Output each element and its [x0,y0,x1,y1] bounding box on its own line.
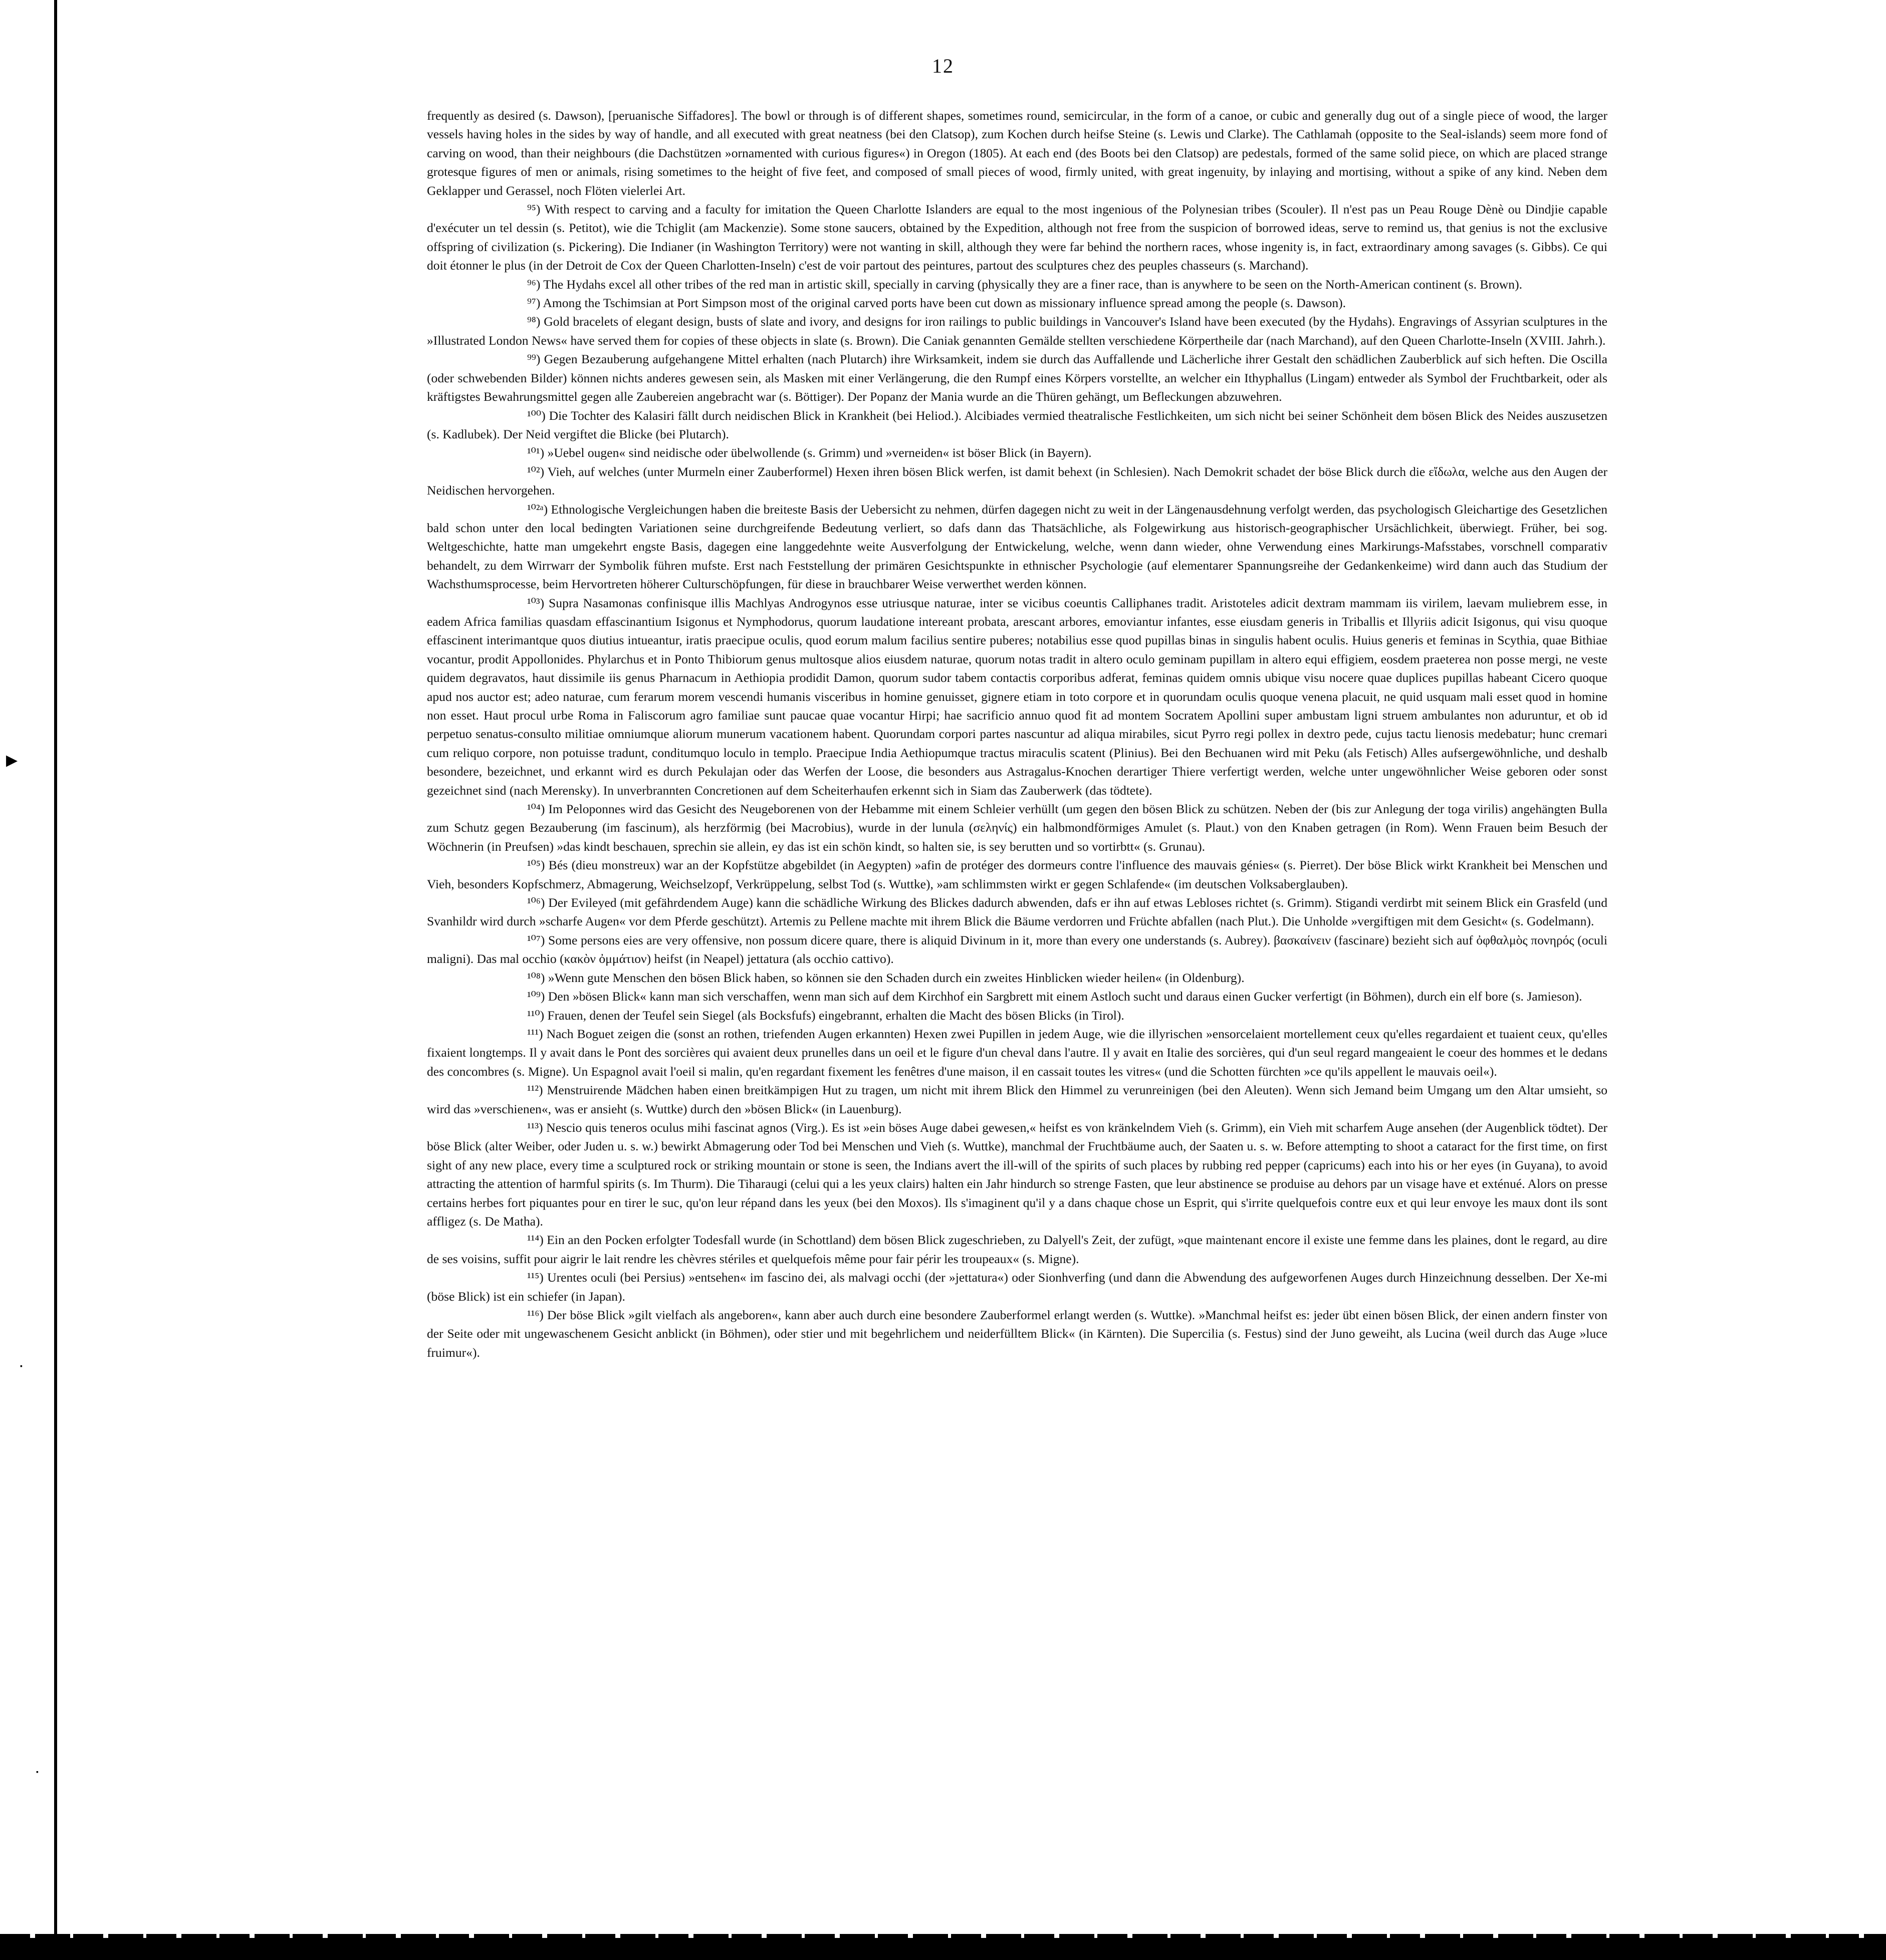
footnote-115: ¹¹⁵) Urentes oculi (bei Persius) »entsehen« im fascino dei, als malvagi occhi (der »jettatura«) oder Sionhverfing (und dann die Abwendung des aufgeworfenen Auges durch Hinzeichnung desselben. Der Xe-mi (böse Blick) ist ein schiefer (in Japan). [427,1270,1607,1304]
scan-border-bottom [0,1938,1886,1960]
footnote-95: ⁹⁵) With respect to carving and a faculty for imitation the Queen Charlotte Islanders are equal to the most ingenious of the Polynesian tribes (Scouler). Il n'est pas un Peau Rouge Dènè ou Dindjie capable d'exécuter un tel dessin (s. Petitot), wie die Tchiglit (am Mackenzie). Some stone saucers, obtained by the Expedition, although not free from the suspicion of borrowed ideas, serve to remind us, that genius is not the exclusive offspring of civilization (s. Pickering). Die Indianer (in Washington Territory) were not wanting in skill, although they were far behind the northern races, whose ingenity is, in fact, extraordinary among savages (s. Gibbs). Ce qui doit étonner le plus (in der Detroit de Cox der Queen Charlotten-Inseln) c'est de voir partout des peintures, partout des sculptures chez des peuples chasseurs (s. Marchand). [427,202,1607,273]
footnote-97: ⁹⁷) Among the Tschimsian at Port Simpson most of the original carved ports have been cut down as missionary influence spread among the people (s. Dawson). [527,296,1346,311]
footnote-113: ¹¹³) Nescio quis teneros oculus mihi fascinat agnos (Virg.). Es ist »ein böses Auge dabei gewesen,« heifst es von kränkelndem Vieh (s. Grimm), ein Vieh mit scharfem Auge ansehen (der Augenblick tödtet). Der böse Blick (alter Weiber, oder Juden u. s. w.) bewirkt Abmagerung oder Tod bei Menschen und Vieh (s. Wuttke), manchmal der Fruchtbäume auch, der Saaten u. s. w. Before attempting to shoot a cataract for the first time, on first sight of any new place, every time a sculptured rock or striking mountain or stone is seen, the Indians avert the ill-will of the spirits of such places by rubbing red pepper (capricums) each into his or her eyes (in Guyana), to avoid attracting the attention of harmful spirits (s. Im Thurm). Die Tiharaugi (celui qui a les yeux clairs) halten ein Jahr hindurch so strenge Fasten, que leur abstinence se produise au dehors par un visage have et exténué. Alors on presse certains herbes fort piquantes pour en tirer le suc, qu'on leur répand dans les yeux (bei den Moxos). Ils s'imaginent qu'il y a dans chaque chose un Esprit, qui s'irrite quelquefois contre eux et qui leur envoye les maux dont ils sont affligez (s. De Matha). [427,1120,1607,1229]
margin-arrow-mark: ▶ [6,752,18,769]
footnote-101: ¹⁰¹) »Uebel ougen« sind neidische oder übelwollende (s. Grimm) und »verneiden« ist böser Blick (in Bayern). [527,445,1092,460]
footnote-text-block [427,106,1607,1362]
footnote-111: ¹¹¹) Nach Boguet zeigen die (sonst an rothen, triefenden Augen erkannten) Hexen zwei Pupillen in jedem Auge, wie die illyrischen »ensorcelaient mortellement ceux qu'elles regardaient et tuaient ceux, qu'elles fixaient longtemps. Il y avait dans le Pont des sorcières qui avaient deux prunelles dans un oeil et le figure d'un cheval dans l'autre. Il y avait en Italie des sorcières, qui d'un seul regard mangeaient le coeur des hommes et le dedans des concombres (s. Migne). Un Espagnol avait l'oeil si malin, qu'en regardant fixement les fenêtres d'une maison, il en cassait toutes les vitres« (und die Schotten fürchten »ce qu'ils appellent le mauvais oeil«). [427,1026,1607,1079]
footnote-114: ¹¹⁴) Ein an den Pocken erfolgter Todesfall wurde (in Schottland) dem bösen Blick zugeschrieben, zu Dalyell's Zeit, der zufügt, »que maintenant encore il existe une femme dans les plaines, dont le regard, au dire de ses voisins, suffit pour aigrir le lait rendre les chèvres stériles et quelquefois même pour fair périr les troupeaux« (s. Migne). [427,1233,1607,1266]
footnote-99: ⁹⁹) Gegen Bezauberung aufgehangene Mittel erhalten (nach Plutarch) ihre Wirksamkeit, indem sie durch das Auffallende und Lächerliche ihrer Gestalt den schädlichen Zauberblick auf sich heften. Die Oscilla (oder schwebenden Bilder) können nichts anderes gewesen sein, als Masken mit einer Verlängerung, die den Rumpf eines Körpers vorstellte, an welcher ein Ithyphallus (Lingam) entweder als Symbol der Fruchtbarkeit, oder als kräftigstes Bewahrungsmittel gegen alle Zaubereien angebracht war (s. Böttiger). Der Popanz der Mania wurde an die Thüren gehängt, um Befleckungen abzuwehren. [427,352,1607,404]
footnote-98: ⁹⁸) Gold bracelets of elegant design, busts of slate and ivory, and designs for iron railings to public buildings in Vancouver's Island have been executed (by the Hydahs). Engravings of Assyrian sculptures in the »Illustrated London News« have served them for copies of these objects in slate (s. Brown). Die Caniak genannten Gemälde stellten verschiedene Körpertheile dar (nach Marchand), auf den Queen Charlotte-Inseln (XVIII. Jahrh.). [427,314,1607,348]
margin-dot-mark: ▪ [36,1769,39,1776]
paragraph-continuation: frequently as desired (s. Dawson), [peruanische Siffadores]. The bowl or through is of different shapes, sometimes round, semicircular, in the form of a canoe, or cubic and generally dug out of a single piece of wood, the larger vessels having holes in the sides by way of handle, and all executed with great neatness (bei den Clatsop), zum Kochen durch heifse Steine (s. Lewis und Clarke). The Cathlamah (opposite to the Seal-islands) seem more fond of carving on wood, than their neighbours (die Dachstützen »ornamented with curious figures«) in Oregon (1805). At each end (des Boots bei den Clatsop) are pedestals, formed of the same solid piece, on which are placed strange grotesque figures of men or animals, rising sometimes to the height of five feet, and composed of small pieces of wood, firmly united, with great ingenuity, by inlaying and mortising, without a spike of any kind. Neben dem Geklapper und Gerassel, noch Flöten vielerlei Art. [427,108,1607,198]
footnote-108: ¹⁰⁸) »Wenn gute Menschen den bösen Blick haben, so können sie den Schaden durch ein zweites Hinblicken wieder heilen« (in Oldenburg). [527,970,1245,985]
footnote-105: ¹⁰⁵) Bés (dieu monstreux) war an der Kopfstütze abgebildet (in Aegypten) »afin de protéger des dormeurs contre l'influence des mauvais génies« (s. Pierret). Der böse Blick wirkt Krankheit bei Menschen und Vieh, besonders Kopfschmerz, Abmagerung, Weichselzopf, Verkrüppelung, selbst Tod (s. Wuttke), »am schlimmsten wirkt er gegen Schlafende« (im deutschen Volksaberglauben). [427,858,1607,891]
footnote-100: ¹⁰⁰) Die Tochter des Kalasiri fällt durch neidischen Blick in Krankheit (bei Heliod.). Alcibiades vermied theatralische Festlichkeiten, um sich nicht bei seiner Schönheit dem bösen Blick des Neides auszusetzen (s. Kadlubek). Der Neid vergiftet die Blicke (bei Plutarch). [427,408,1607,441]
footnote-102a: ¹⁰²ᵃ) Ethnologische Vergleichungen haben die breiteste Basis der Uebersicht zu nehmen, dürfen dagegen nicht zu weit in der Längenausdehnung verfolgt werden, das psychologisch Gleichartige des Gesetzlichen bald schon unter den local bedingten Variationen seine durchgreifende Bedeutung verliert, so dafs dann das Thatsächliche, als Folgewirkung aus historisch-geographischer Ursächlichkeit, überwiegt. Früher, bei sog. Weltgeschichte, hatte man umgekehrt engste Basis, dagegen eine langgedehnte weite Ausverfolgung der Entwickelung, welche, wenn dann wieder, ohne Verwendung eines Markirungs-Mafsstabes, vorschnell comparativ behandelt, zu dem Wirrwarr der Symbolik führen mufste. Erst nach Feststellung der primären Gesichtspunkte in ethnischer Psychologie (auf elementarer Spannungsreihe der Gedankenkeime) wird dann auch das Studium der Wachsthumsprocesse, beim Hervortreten höherer Culturschöpfungen, für diese in brauchbarer Weise verwerthet werden können. [427,502,1607,592]
footnote-104: ¹⁰⁴) Im Peloponnes wird das Gesicht des Neugeborenen von der Hebamme mit einem Schleier verhüllt (um gegen den bösen Blick zu schützen. Neben der (bis zur Anlegung der toga virilis) angehängten Bulla zum Schutz gegen Bezauberung (im fascinum), als herzförmig (bei Macrobius), wurde in der lunula (σεληνίς) ein halbmondförmiges Amulet (s. Plaut.) von den Knaben getragen (in Rom). Wenn Frauen beim Besuch der Wöchnerin (in Preufsen) »das kindt beschauen, sprechin sie allein, ey das ist ein schön kindt, so halten sie, is sey berutten und so vortirbtt« (s. Grunau). [427,802,1607,854]
page-number: 12 [932,55,954,77]
footnote-107: ¹⁰⁷) Some persons eies are very offensive, non possum dicere quare, there is aliquid Divinum in it, more than every one understands (s. Aubrey). βασκαίνειν (fascinare) bezieht sich auf ὀφθαλμὸς πονηρός (oculi maligni). Das mal occhio (κακὸν ὀμμάτιον) heifst (in Neapel) jettatura (als occhio cattivo). [427,932,1607,966]
footnote-110: ¹¹⁰) Frauen, denen der Teufel sein Siegel (als Bocksfufs) eingebrannt, erhalten die Macht des bösen Blicks (in Tirol). [527,1008,1124,1023]
footnote-102: ¹⁰²) Vieh, auf welches (unter Murmeln einer Zauberformel) Hexen ihren bösen Blick werfen, ist damit behext (in Schlesien). Nach Demokrit schadet der böse Blick durch die εἴδωλα, welche aus den Augen der Neidischen hervorgehen. [427,464,1607,498]
footnote-116: ¹¹⁶) Der böse Blick »gilt vielfach als angeboren«, kann aber auch durch eine besondere Zauberformel erlangt werden (s. Wuttke). »Manchmal heifst es: jeder übt einen bösen Blick, der einen andern finster von der Seite oder mit ungewaschenem Gesicht anblickt (in Böhmen), oder stier und mit begehrlichem und neiderfülltem Blick« (in Kärnten). Die Supercilia (s. Festus) sind der Juno geweiht, als Lucina (weil durch das Auge »luce fruimur«). [427,1308,1607,1360]
scan-border-left [54,0,57,1938]
footnote-103: ¹⁰³) Supra Nasamonas confinisque illis Machlyas Androgynos esse utriusque naturae, inter se vicibus coeuntis Calliphanes tradit. Aristoteles adicit dextram mammam iis virilem, laevam muliebrem esse, in eadem Africa familias quasdam effascinantium Isigonus et Nymphodorus, quorum laudatione intereant probata, arescant arbores, emoviantur infantes, esse eiusdam generis in Triballis et Illyriis adicit Isigonus, qui visu quoque effascinent interimantque quos diutius intueantur, iratis praecipue oculis, quod eorum malum facilius sentire puberes; notabilius esse quod pupillas binas in singulis habent oculis. Huius generis et feminas in Scythia, quae Bithiae vocantur, prodit Appollonides. Phylarchus et in Ponto Thibiorum genus multosque alios eiusdem naturae, quorum notas tradit in altero oculo geminam pupillam in altero equi effigiem, eosdem praeterea non posse mergi, ne veste quidem degravatos, haut dissimile iis genus Pharnacum in Aethiopia prodidit Damon, quorum sudor tabem contactis corporibus adferat, feminas quidem omnis ubique visu nocere quae duplices pupillas habeant Cicero quoque apud nos auctor est; adeo naturae, cum ferarum morem vescendi humanis visceribus in homine genuisset, gignere etiam in toto corpore et in quorundam oculis quoque venena placuit, ne quid usquam mali esset quod in homine non esset. Haut procul urbe Roma in Faliscorum agro familiae sunt paucae quae vocantur Hirpi; hae sacrificio annuo quod fit ad montem Socratem Apollini super ambustam ligni struem ambulantes non aduruntur, et ob id perpetuo senatus-consulto militiae omniumque aliorum munerum vacationem habent. Quorundam corpori partes nascuntur ad aliqua mirabiles, sicut Pyrro regi pollex in dextro pede, cujus tactu lienosis medebatur; hunc cremari cum reliquo corpore, non potuisse tradunt, conditumquo loculo in templo. Praecipue India Aethiopumque tractus miraculis scatent (Plinius). Bei den Bechuanen wird mit Peku (als Fetisch) Alles aufsergewöhnliche, und deshalb besondere, bezeichnet, und erkannt wird es durch Pekulajan oder das Werfen der Loose, die besonders aus Astragalus-Knochen derartiger Thiere verfertigt werden, welche unter ungewöhnlicher Weise geboren oder sonst gezeichnet sind (nach Merensky). In unverbrannten Concretionen auf dem Scheiterhaufen erkennt sich in Siam das Zauberwerk (das tödtete). [427,595,1607,798]
margin-dot-mark: ▪ [20,1363,23,1370]
footnote-112: ¹¹²) Menstruirende Mädchen haben einen breitkämpigen Hut zu tragen, um nicht mit ihrem Blick den Himmel zu verunreinigen (bei den Aleuten). Wenn sich Jemand beim Umgang um den Altar umsieht, so wird das »verschienen«, was er ansieht (s. Wuttke) durch den »bösen Blick« (in Lauenburg). [427,1083,1607,1116]
footnote-109: ¹⁰⁹) Den »bösen Blick« kann man sich verschaffen, wenn man sich auf dem Kirchhof ein Sargbrett mit einem Astloch sucht und daraus einen Gucker verfertigt (in Böhmen), durch ein elf bore (s. Jamieson). [527,989,1582,1004]
footnote-96: ⁹⁶) The Hydahs excel all other tribes of the red man in artistic skill, specially in carving (physically they are a finer race, than is anywhere to be seen on the North-American continent (s. Brown). [527,277,1523,292]
footnote-106: ¹⁰⁶) Der Evileyed (mit gefährdendem Auge) kann die schädliche Wirkung des Blickes dadurch abwenden, dafs er ihn auf etwas Lebloses richtet (s. Grimm). Stigandi verdirbt mit seinem Blick ein Grasfeld (und Svanhildr wird durch »scharfe Augen« vor dem Pferde geschützt). Artemis zu Pellene machte mit ihrem Blick die Bäume verdorren und Früchte abfallen (nach Plut.). Die Unholde »vergiftigen mit dem Gesicht« (s. Godelmann). [427,895,1607,929]
